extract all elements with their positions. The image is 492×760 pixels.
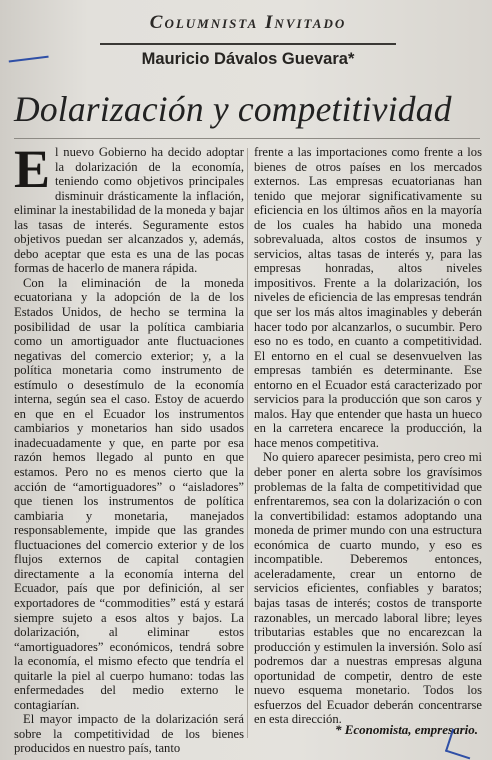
author-footnote: * Economista, empresario. — [334, 722, 478, 737]
author-name: Mauricio Dávalos Guevara* — [141, 50, 355, 68]
column-divider — [247, 148, 248, 738]
left-column — [14, 139, 244, 756]
paragraph-3: El mayor impacto de la dolarización será sobre la competitividad de los bienes producidos en nuestro país, tanto — [14, 712, 244, 756]
paragraph-1-text: l nuevo Gobierno ha decido adoptar la dolarización de la economía, teniendo como objetivos principales disminuir drásticamente la inflación, eliminar la inestabilidad de la moneda y bajar las tasas de interés. Seguramente estos objetivos puedan ser alcanzados y, además, debo aceptar que esta es una de las pocas formas de hacerlo de manera rápida. — [14, 145, 244, 276]
paragraph-4: frente a las importaciones como frente a los bienes de otros países en los mercados externos. Las empresas ecuatorianas han tenido que mejorar significativamente su eficiencia en los últimos años en la mayoría de los cuales ha habido una moneda sobrevaluada, altos costos de insumos y servicios, altas tasas de interés y, para las empresas honradas, altos niveles impositivos. Frente a la dolarización, los niveles de eficiencia de las empresas tendrán que ser los más altos imaginables y deberán hacer todo por alcanzarlos, o sucumbir. Pero eso no es todo, en cuanto a competitividad. El entorno en el cual se desenvuelven las empresas también es determinante. Ese entorno en el Ecuador está caracterizado por servicios para la producción que son caros y malos. Hay que entender que hasta un hueco en la carretera encarece la producción, la hace menos competitiva. — [254, 145, 482, 450]
section-label: Columnista Invitado — [149, 12, 347, 33]
article-title: Dolarización y competitividad — [14, 89, 452, 129]
right-column — [254, 145, 482, 727]
paragraph-1 — [14, 139, 244, 276]
paragraph-5: No quiero aparecer pesimista, pero creo mi deber poner en alerta sobre los gravísimos problemas de la falta de competitividad que enfrentaremos, sea con la dolarización o con la convertibilidad: estamos adoptando una moneda de primer mundo con una estructura económica de cuarto mundo, y eso es incompatible. Deberemos entonces, aceleradamente, crear un entorno de servicios eficientes, confiables y baratos; bajas tasas de interés; costos de transporte razonables, un mercado laboral libre; leyes tributarias estables que no encarezcan la producción y estimulen la inversión. Solo así podremos dar a nuestras empresas alguna oportunidad de competir, dentro de este nuevo esquema monetario. Todos los esfuerzos del Ecuador deberán concentrarse en esta dirección. — [254, 450, 482, 727]
drop-cap: E — [14, 139, 51, 199]
pen-mark — [9, 56, 52, 85]
title-rule — [14, 138, 480, 139]
paragraph-2: Con la eliminación de la moneda ecuatoriana y la adopción de la de los Estados Unidos, de hecho se termina la posibilidad de usar la política cambiaria como un amortiguador ante fluctuaciones negativas del comercio exterior; y, a la política monetaria como instrumento de estímulo o desestímulo de la economía interna, según sea el caso. Estoy de acuerdo en que en el Ecuador los instrumentos cambiarios y monetarios han sido usados inadecuadamente y que, en parte por esa razón hemos llegado al punto en que estamos. Pero no es menos cierto que la acción de “amortiguadores” o “aisladores” que tienen los instrumentos de política cambiaria y monetaria, manejados responsablemente, impide que las grandes fluctuaciones del comercio exterior y de los flujos externos de capital contagien directamente a la economía interna del Ecuador, país que por definición, al ser exportadores de “commodities” está y estará siempre sujeto a esos altos y bajos. La dolarización, al eliminar estos “amortiguadores” económicos, tendrá sobre la economía, el mismo efecto que tendría el quitarle la piel al cuerpo humano: todas las enfermedades del medio externo le contagiarían. — [14, 275, 244, 712]
header-rule — [100, 43, 396, 45]
